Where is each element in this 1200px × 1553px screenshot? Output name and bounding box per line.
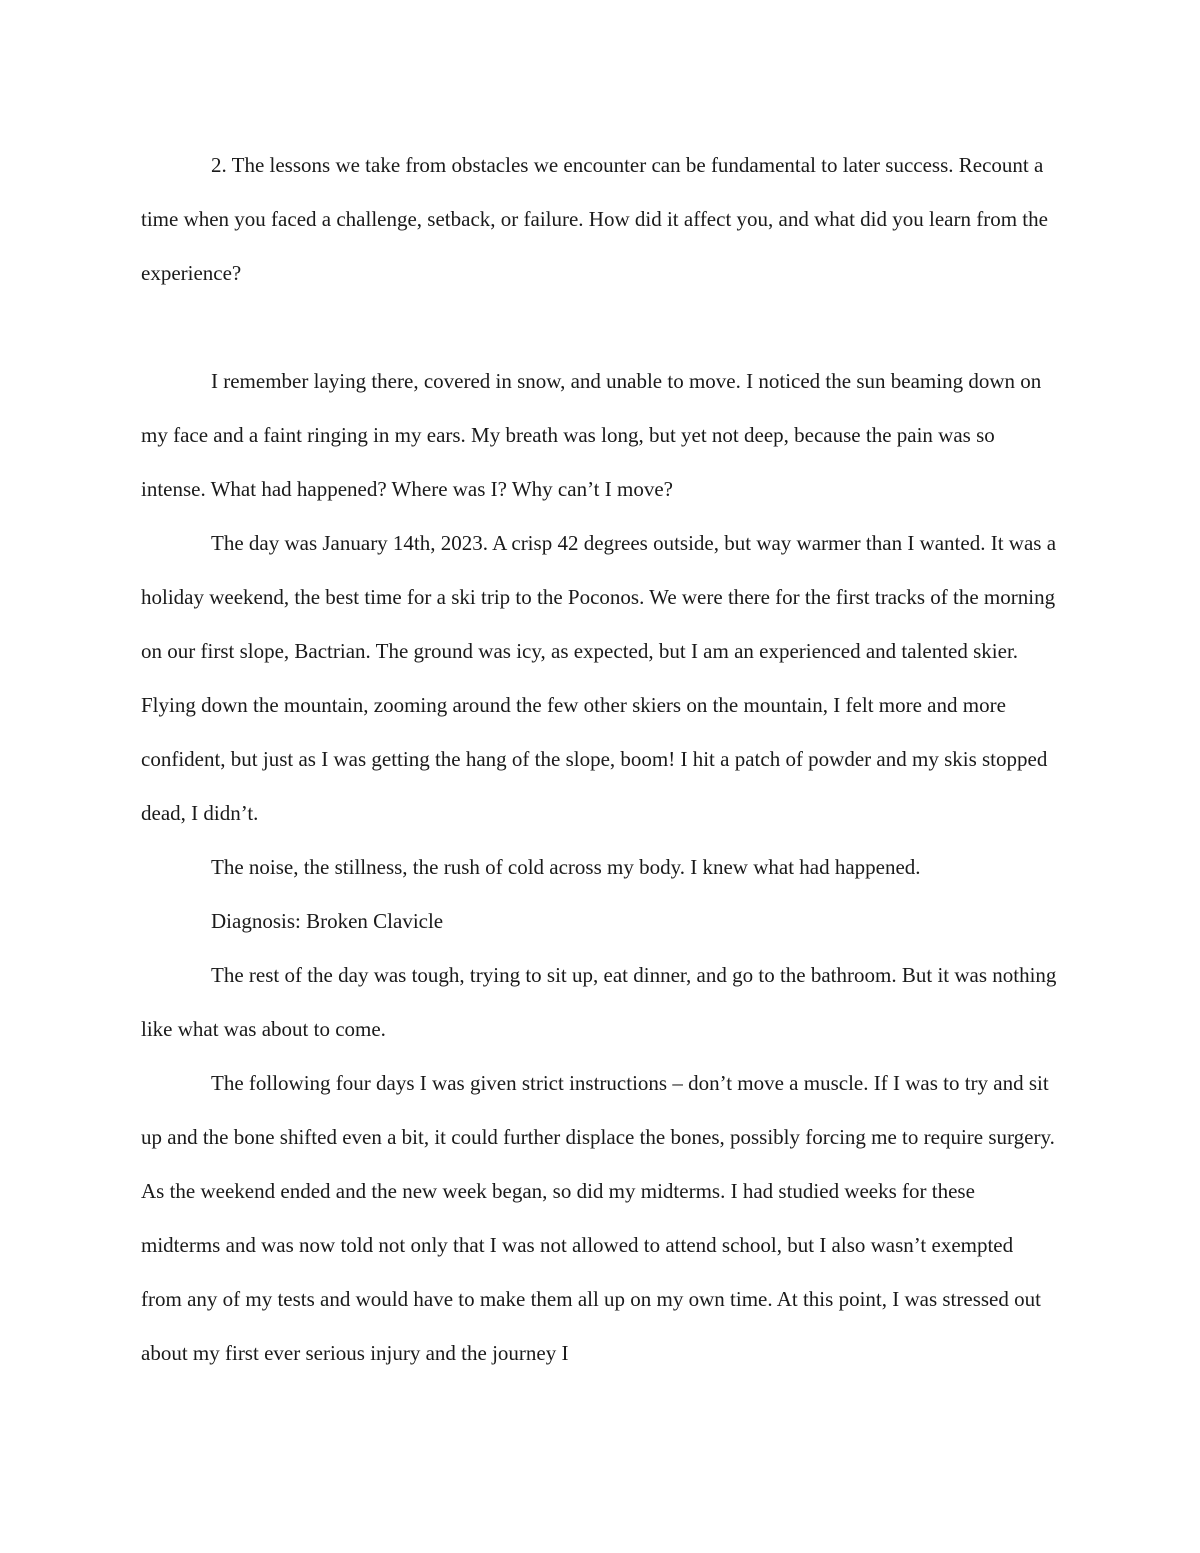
essay-paragraph: I remember laying there, covered in snow, and unable to move. I noticed the sun beaming down on my face and a faint ringing in my ears. My breath was long, but yet not deep, because the pain was so intense. What had happened? Where was I? Why can’t I move? [141,369,1042,501]
essay-paragraph: Diagnosis: Broken Clavicle [211,909,444,933]
document-body [141,138,1059,1380]
essay-paragraph: The day was January 14th, 2023. A crisp 42 degrees outside, but way warmer than I wanted. It was a holiday weekend, the best time for a ski trip to the Poconos. We were there for the first tracks of the morning on our first slope, Bactrian. The ground was icy, as expected, but I am an experienced and talented skier. Flying down the mountain, zooming around the few other skiers on the mountain, I felt more and more confident, but just as I was getting the hang of the slope, boom! I hit a patch of powder and my skis stopped dead, I didn’t. [141,531,1057,825]
essay-paragraph: The rest of the day was tough, trying to sit up, eat dinner, and go to the bathroom. But it was nothing like what was about to come. [141,963,1057,1041]
essay-paragraph: The following four days I was given strict instructions – don’t move a muscle. If I was to try and sit up and the bone shifted even a bit, it could further displace the bones, possibly forcing me to require surgery. As the weekend ended and the new week began, so did my midterms. I had studied weeks for these midterms and was now told not only that I was not allowed to attend school, but I also wasn’t exempted from any of my tests and would have to make them all up on my own time. At this point, I was stressed out about my first ever serious injury and the journey I [141,1071,1055,1365]
essay-paragraph: The noise, the stillness, the rush of cold across my body. I knew what had happened. [211,855,921,879]
essay-prompt: 2. The lessons we take from obstacles we encounter can be fundamental to later success. Recount a time when you faced a challenge, setback, or failure. How did it affect you, and what did you learn from the experience? [141,153,1048,285]
